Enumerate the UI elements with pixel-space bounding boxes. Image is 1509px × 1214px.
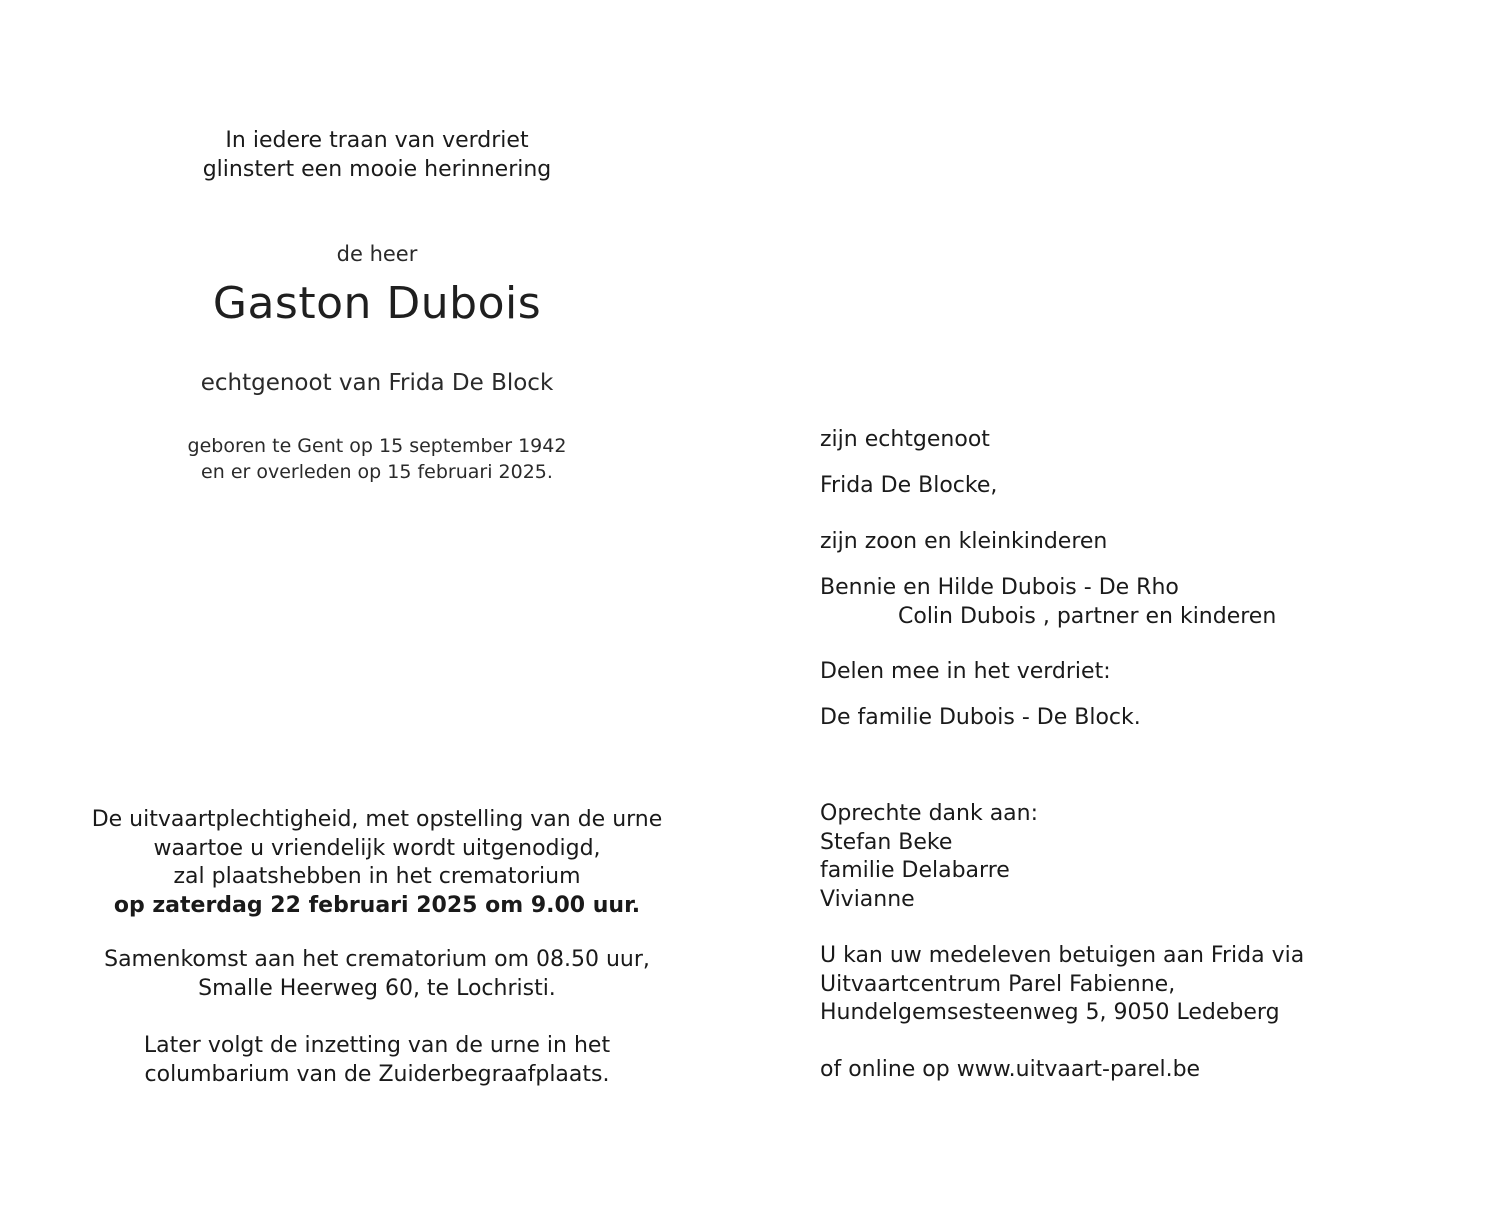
child-entry: Bennie en Hilde Dubois - De Rho <box>820 575 1179 600</box>
urn-line: Later volgt de inzetting van de urne in het <box>143 1033 611 1058</box>
ceremony-line: De uitvaartplechtigheid, met opstelling van de urne <box>91 807 663 832</box>
gathering-address: Smalle Heerweg 60, te Lochristi. <box>198 975 556 1001</box>
thanks-entry: Stefan Beke <box>820 829 953 855</box>
birth-death-dates <box>27 433 727 485</box>
ceremony-line: zal plaatshebben in het crematorium <box>173 864 581 889</box>
quote-line: glinstert een mooie herinnering <box>202 157 552 182</box>
gathering-info <box>27 946 727 1003</box>
gathering-line: Samenkomst aan het crematorium om 08.50 uur, <box>104 947 650 972</box>
salutation: de heer <box>336 242 418 266</box>
condolence-block <box>820 942 1304 1028</box>
thanks-block <box>820 800 1038 914</box>
condolence-address: Hundelgemsesteenweg 5, 9050 Ledeberg <box>820 1000 1280 1025</box>
ceremony-info <box>27 806 727 920</box>
deceased-name: Gaston Dubois <box>212 278 542 329</box>
ceremony-line: waartoe u vriendelijk wordt uitgenodigd, <box>153 835 601 861</box>
memorial-quote <box>27 126 727 184</box>
condolence-line: U kan uw medeleven betuigen aan Frida via <box>820 943 1305 968</box>
online-condolence: of online op www.uitvaart-parel.be <box>820 1057 1201 1082</box>
grandchild-entry: Colin Dubois , partner en kinderen <box>898 603 1277 629</box>
ceremony-date: op zaterdag 22 februari 2025 om 9.00 uur. <box>113 892 641 918</box>
spouse-heading: zijn echtgenoot <box>820 427 990 452</box>
sharing-heading: Delen mee in het verdriet: <box>820 659 1111 684</box>
children-heading: zijn zoon en kleinkinderen <box>820 529 1108 554</box>
death-line: en er overleden op 15 februari 2025. <box>201 461 553 483</box>
urn-info <box>27 1032 727 1089</box>
thanks-entry: Vivianne <box>820 886 915 912</box>
spouse-line: echtgenoot van Frida De Block <box>200 370 554 396</box>
urn-line: columbarium van de Zuiderbegraafplaats. <box>144 1061 610 1087</box>
family-line: De familie Dubois - De Block. <box>820 705 1141 730</box>
thanks-heading: Oprechte dank aan: <box>820 801 1039 826</box>
quote-line: In iedere traan van verdriet <box>225 128 529 153</box>
birth-line: geboren te Gent op 15 september 1942 <box>187 435 567 457</box>
condolence-line: Uitvaartcentrum Parel Fabienne, <box>820 971 1176 997</box>
spouse-name: Frida De Blocke, <box>820 473 998 498</box>
children-list <box>820 574 1276 631</box>
thanks-entry: familie Delabarre <box>820 858 1010 883</box>
